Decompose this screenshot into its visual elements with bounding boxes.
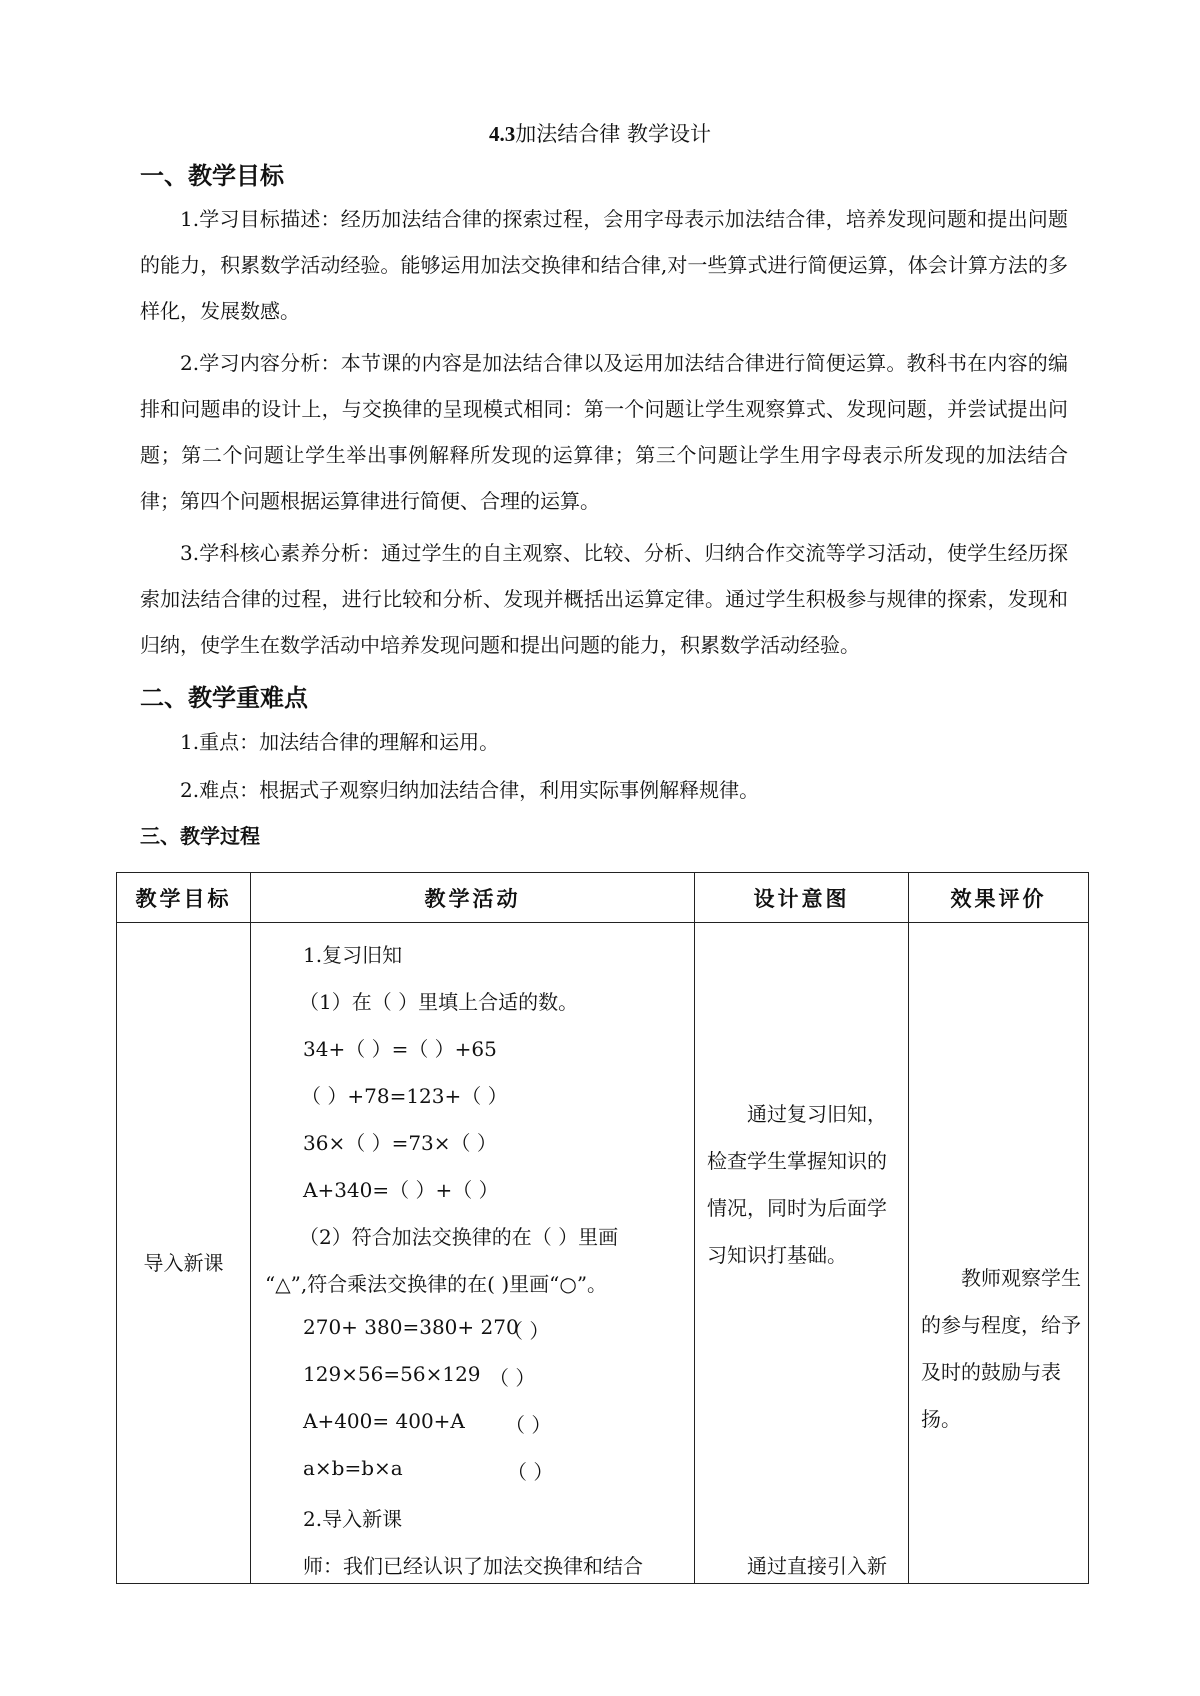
activity-line: （2）符合加法交换律的在（ ）里画: [299, 1225, 619, 1249]
section3-heading: 三、教学过程: [140, 824, 260, 848]
activity-line: （1）在（ ）里填上合适的数。: [299, 990, 579, 1014]
section2-heading: 二、教学重难点: [140, 683, 308, 712]
activity-blank: （ ）: [507, 1460, 554, 1484]
header-goal: 教学目标: [117, 873, 251, 923]
evaluation-text: 教师观察学生的参与程度，给予及时的鼓励与表扬。: [921, 1266, 1081, 1431]
activity-line: 师：我们已经认识了加法交换律和结合: [303, 1554, 643, 1578]
title-number: 4.3: [489, 122, 516, 146]
difficulty-item: 2.难点：根据式子观察归纳加法结合律，利用实际事例解释规律。: [180, 778, 760, 802]
activity-blank: （ ）: [489, 1366, 536, 1390]
goal-text: 导入新课: [143, 1251, 224, 1275]
table-row: [117, 923, 1089, 1584]
table-header-row: [117, 873, 1089, 923]
goal-cell: [117, 923, 251, 1584]
header-intent: 设计意图: [695, 873, 909, 923]
activity-line: 1.复习旧知: [303, 943, 403, 967]
activity-line: 129×56=56×129: [303, 1362, 481, 1386]
evaluation-cell: [909, 923, 1089, 1584]
activity-line: 34+（ ）=（ ）+65: [303, 1037, 497, 1061]
activity-line: a×b=b×a: [303, 1456, 403, 1480]
intent-cell: [695, 923, 909, 1584]
activity-blank: （ ）: [503, 1319, 550, 1343]
activity-line: 2.导入新课: [303, 1507, 403, 1531]
section1-heading: 一、教学目标: [140, 161, 284, 190]
teaching-process-table: [116, 872, 1089, 1584]
document-title: [0, 118, 1200, 148]
activity-line: 36×（ ）=73×（ ）: [303, 1131, 497, 1155]
intent-text: 通过复习旧知，检查学生掌握知识的情况，同时为后面学习知识打基础。: [707, 1102, 887, 1267]
key-point-item: 1.重点：加法结合律的理解和运用。: [180, 730, 500, 754]
activity-line: “△”,符合乘法交换律的在( )里画“○”。: [265, 1272, 608, 1296]
activity-line: 270+ 380=380+ 270: [303, 1315, 519, 1339]
activity-line: A+400= 400+A: [303, 1409, 465, 1433]
objective-paragraph-3: 3.学科核心素养分析：通过学生的自主观察、比较、分析、归纳合作交流等学习活动，使学生经历探索加法结合律的过程，进行比较和分析、发现并概括出运算定律。通过学生积极参与规律的探索，发现和归纳，使学生在数学活动中培养发现问题和提出问题的能力，积累数学活动经验。: [140, 541, 1068, 657]
activity-line: （ ）+78=123+（ ）: [301, 1084, 508, 1108]
header-evaluation: 效果评价: [909, 873, 1089, 923]
activity-blank: （ ）: [505, 1413, 552, 1437]
header-activity: 教学活动: [251, 873, 695, 923]
objective-paragraph-2: 2.学习内容分析：本节课的内容是加法结合律以及运用加法结合律进行简便运算。教科书在内容的编排和问题串的设计上，与交换律的呈现模式相同：第一个问题让学生观察算式、发现问题，并尝试提出问题；第二个问题让学生举出事例解释所发现的运算律；第三个问题让学生用字母表示所发现的加法结合律；第四个问题根据运算律进行简便、合理的运算。: [140, 351, 1068, 513]
title-text: 加法结合律 教学设计: [515, 122, 711, 146]
activity-cell: [251, 923, 695, 1584]
intent-text-continued: 通过直接引入新: [747, 1554, 887, 1578]
objective-paragraph-1: 1.学习目标描述：经历加法结合律的探索过程，会用字母表示加法结合律，培养发现问题和提出问题的能力，积累数学活动经验。能够运用加法交换律和结合律,对一些算式进行简便运算，体会计算方法的多样化，发展数感。: [140, 207, 1068, 323]
activity-line: A+340=（ ）+（ ）: [303, 1178, 499, 1202]
